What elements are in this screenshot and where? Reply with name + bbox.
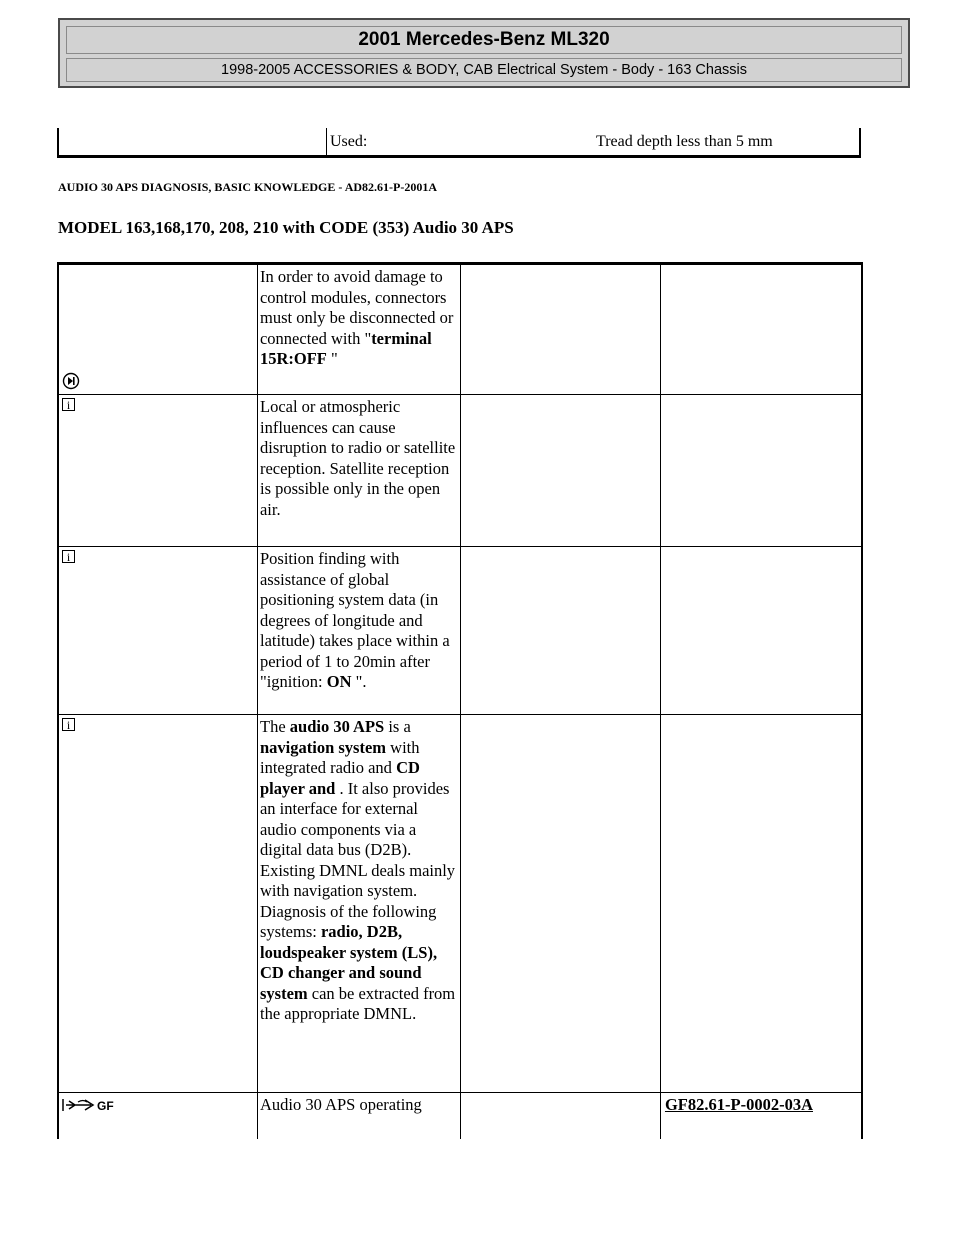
plain-text: is a [384,717,411,736]
plain-text: In order to avoid damage to control modules, connectors must only be disconnected or connected with " [259,267,454,348]
table-row [58,547,862,715]
description-text [258,547,461,694]
reference-cell [660,1093,862,1139]
description-cell [257,547,461,715]
plain-text: can be extracted from the appropriate DMNL. [259,983,456,1023]
description-cell [257,1093,461,1139]
plain-text: Local or atmospheric influences can cause disruption to radio or satellite reception. Satellite reception is possible only in the open air. [259,397,456,519]
bold-text: radio, D2B, loudspeaker system (LS), CD changer and sound system [259,922,438,1003]
plain-text: Position finding with assistance of global positioning system data (in degrees of longitude and latitude) takes place within a period of 1 to 20min after "ignition: [259,549,450,691]
table-row [58,395,862,547]
empty-cell [461,547,660,715]
empty-cell [461,1093,660,1139]
tread-table-fragment [57,128,861,158]
diagnosis-table [57,262,863,1139]
description-text [258,265,461,371]
document-title: 2001 Mercedes-Benz ML320 [66,26,902,54]
empty-cell [461,715,660,1093]
bold-text: CD player and [259,758,420,798]
description-cell [257,715,461,1093]
icon-cell [58,264,257,395]
description-text [258,1093,461,1117]
plain-text: " [326,349,338,368]
document-subtitle: 1998-2005 ACCESSORIES & BODY, CAB Electrical System - Body - 163 Chassis [66,58,902,82]
bold-text: terminal 15R:OFF [259,328,432,368]
tread-depth-text: Tread depth less than 5 mm [596,133,773,150]
bold-text: ON [326,672,352,691]
icon-cell [58,1093,257,1139]
empty-cell [461,395,660,547]
plain-text: The [259,717,290,736]
description-text [258,715,461,1026]
description-text [258,395,461,521]
reference-cell [660,395,862,547]
plain-text: . It also provides an interface for external audio components via a digital data bus (D2B). Existing DMNL deals mainly with navigation system. Diagnosis of the following systems: [259,778,456,941]
icon-cell [58,715,257,1093]
document-header-banner [58,18,910,88]
description-cell [257,264,461,395]
icon-cell [58,395,257,547]
reference-cell [660,715,862,1093]
info-icon: i [62,718,75,731]
info-icon: i [62,398,75,411]
table-row [58,264,862,395]
used-label: Used: [330,133,368,150]
section-heading: AUDIO 30 APS DIAGNOSIS, BASIC KNOWLEDGE - AD82.61-P-2001A [58,180,438,194]
info-icon: i [62,550,75,563]
model-heading: MODEL 163,168,170, 208, 210 with CODE (353) Audio 30 APS [58,218,514,237]
plain-text: with integrated radio and [259,737,420,777]
bold-text: audio 30 APS [289,717,385,736]
plain-text: Audio 30 APS operating [259,1095,422,1114]
table-divider [326,128,327,155]
reference-cell [660,264,862,395]
table-row [58,715,862,1093]
gf-label: GF [97,1099,114,1113]
table-row [58,1093,862,1139]
bold-text: navigation system [259,737,387,757]
gf-reference-icon [61,1096,125,1114]
plain-text: ". [351,672,367,691]
empty-cell [461,264,660,395]
icon-cell [58,547,257,715]
document-link[interactable]: GF82.61-P-0002-03A [664,1095,813,1114]
description-cell [257,395,461,547]
warning-icon [62,372,80,390]
reference-cell [660,547,862,715]
